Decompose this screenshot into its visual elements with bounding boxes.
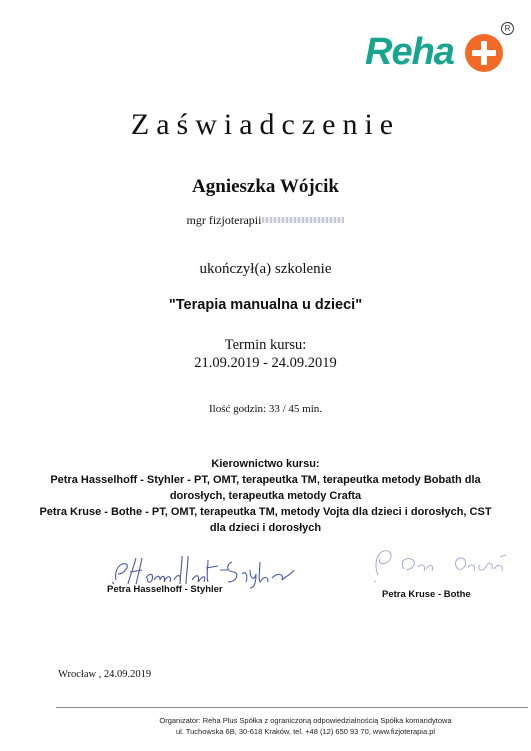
- footer-line-1: Organizator: Reha Plus Spółka z ograniczoną odpowiedzialnością Spółka komandytowa: [159, 716, 452, 725]
- registered-mark: R: [501, 22, 514, 35]
- document-title: Zaświadczenie: [130, 108, 401, 141]
- management-line: dla dzieci i dorosłych: [209, 522, 322, 534]
- footer-divider: [56, 707, 528, 708]
- term-label: Termin kursu:: [224, 337, 307, 353]
- footer-organizer: [40, 715, 531, 737]
- logo-text: Reha: [365, 31, 454, 73]
- course-title: "Terapia manualna u dzieci": [168, 297, 363, 313]
- participant-name: Agnieszka Wójcik: [192, 176, 339, 197]
- term-dates: 21.09.2019 - 24.09.2019: [194, 355, 337, 371]
- redacted-text: [262, 217, 344, 223]
- completed-text: ukończył(a) szkolenie: [199, 261, 332, 277]
- footer-line-2: ul. Tuchowska 6B, 30-618 Kraków, tel. +48 (12) 650 93 70, www.fizjoterapia.pl: [175, 727, 436, 736]
- management-heading: Kierownictwo kursu:: [211, 458, 320, 470]
- course-management: [0, 456, 531, 536]
- reha-plus-logo: [365, 22, 517, 80]
- participant-degree: [0, 213, 531, 228]
- management-line: Petra Hasselhoff - Styhler - PT, OMT, terapeutka TM, terapeutka metody Bobath dla: [50, 474, 481, 486]
- hours-text: Ilość godzin: 33 / 45 min.: [208, 403, 323, 415]
- management-line: Petra Kruse - Bothe - PT, OMT, terapeutka TM, metody Vojta dla dzieci i dorosłych, CST: [39, 506, 492, 518]
- management-line: dorosłych, terapeutka metody Crafta: [169, 490, 362, 502]
- signature-right-label: Petra Kruse - Bothe: [382, 589, 471, 600]
- signature-right: [368, 545, 518, 585]
- plus-icon: [465, 34, 503, 72]
- signature-left-label: Petra Hasselhoff - Styhler: [107, 584, 223, 595]
- place-date: Wrocław , 24.09.2019: [58, 669, 152, 680]
- degree-text: mgr fizjoterapii: [186, 213, 262, 227]
